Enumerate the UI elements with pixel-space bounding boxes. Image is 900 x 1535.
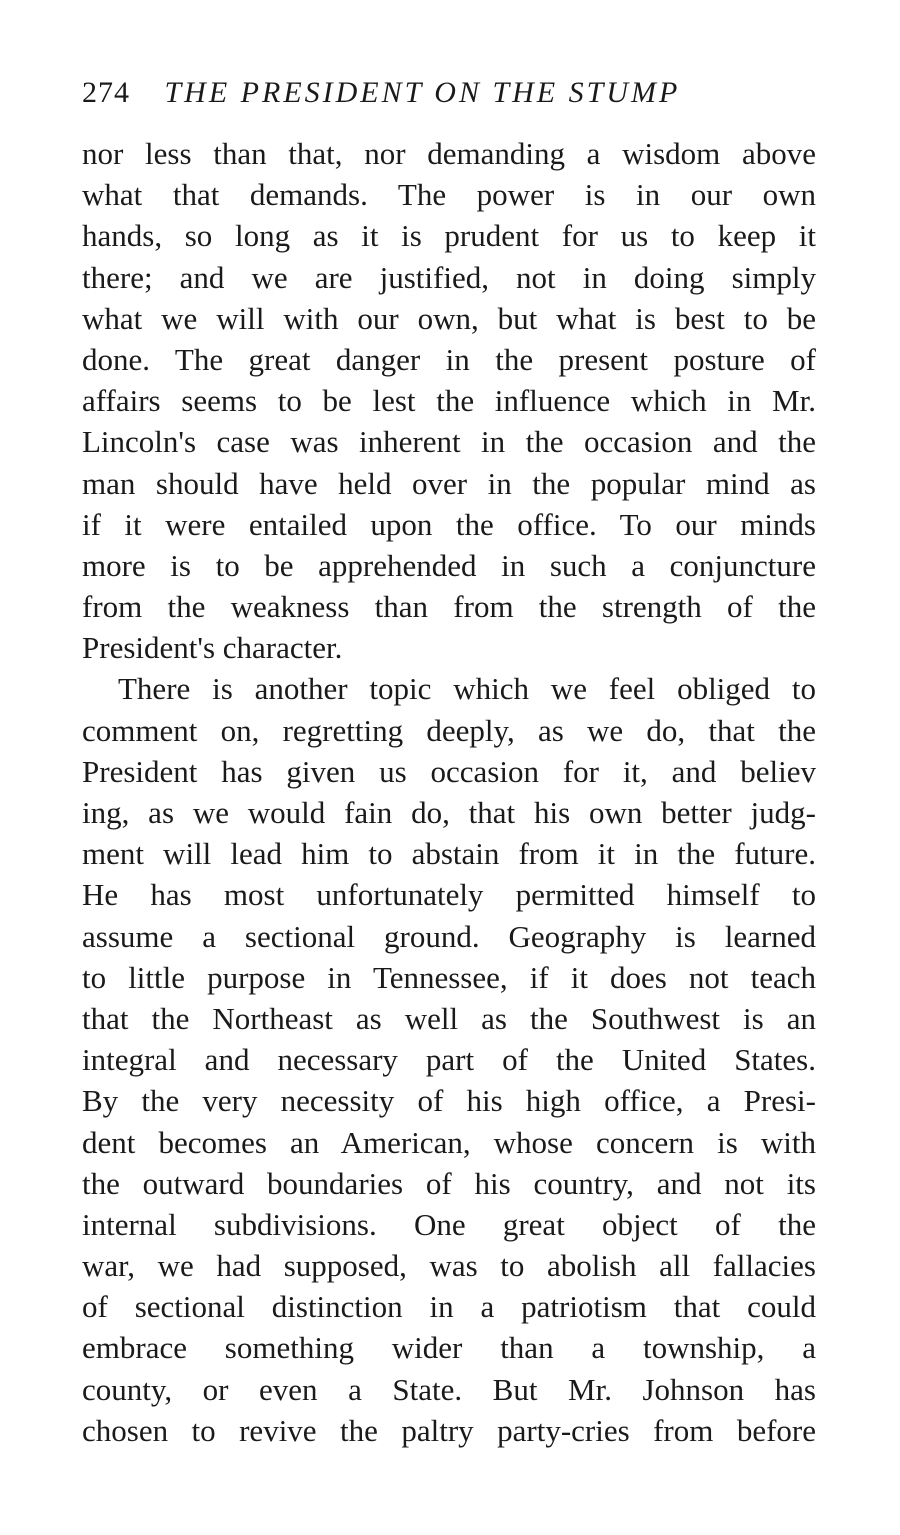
text-line: if it were entailed upon the office. To our minds	[82, 506, 816, 542]
text-line: what we will with our own, but what is best to be	[82, 300, 816, 336]
text-line: internal subdivisions. One great object of the	[82, 1206, 816, 1242]
text-line: President has given us occasion for it, and believ	[82, 753, 816, 789]
text-line: from the weakness than from the strength of the	[82, 589, 816, 625]
text-line: county, or even a State. But Mr. Johnson has	[82, 1371, 816, 1407]
text-line: Lincoln's case was inherent in the occasion and the	[82, 424, 816, 460]
text-line: He has most unfortunately permitted himself to	[82, 877, 816, 913]
text-line: chosen to revive the paltry party-cries from before	[82, 1412, 816, 1448]
running-head-title: THE PRESIDENT ON THE STUMP	[164, 76, 681, 109]
text-line: that the Northeast as well as the Southwest is an	[82, 1000, 816, 1036]
text-line: President's character.	[82, 630, 343, 666]
text-line: war, we had supposed, was to abolish all fallacies	[82, 1248, 816, 1284]
text-line: man should have held over in the popular mind as	[82, 465, 816, 501]
text-line: ing, as we would fain do, that his own better judg-	[82, 795, 816, 830]
text-line: there; and we are justified, not in doing simply	[82, 259, 816, 295]
text-line: hands, so long as it is prudent for us to keep it	[82, 218, 816, 254]
text-line: more is to be apprehended in such a conjuncture	[82, 547, 816, 583]
page-number: 274	[82, 76, 130, 109]
text-line: By the very necessity of his high office, a Presi-	[82, 1083, 816, 1119]
text-line: embrace something wider than a township, a	[82, 1330, 816, 1366]
text-line: what that demands. The power is in our own	[82, 177, 816, 213]
text-line: affairs seems to be lest the influence which in Mr.	[82, 383, 816, 419]
text-line: to little purpose in Tennessee, if it does not teach	[82, 959, 816, 995]
text-line: of sectional distinction in a patriotism that could	[82, 1289, 816, 1325]
body-text	[82, 133, 816, 1451]
text-line: assume a sectional ground. Geography is learned	[82, 918, 816, 954]
text-line: the outward boundaries of his country, and not its	[82, 1165, 816, 1201]
text-line: comment on, regretting deeply, as we do, that the	[82, 712, 816, 748]
running-head	[82, 73, 822, 113]
text-line: dent becomes an American, whose concern is with	[82, 1124, 816, 1160]
text-line: done. The great danger in the present posture of	[82, 341, 816, 377]
text-line: integral and necessary part of the United States.	[82, 1042, 816, 1078]
text-line-paragraph-start: There is another topic which we feel obliged to	[118, 671, 816, 707]
text-line: nor less than that, nor demanding a wisdom above	[82, 136, 816, 171]
text-line: ment will lead him to abstain from it in the future.	[82, 836, 816, 872]
